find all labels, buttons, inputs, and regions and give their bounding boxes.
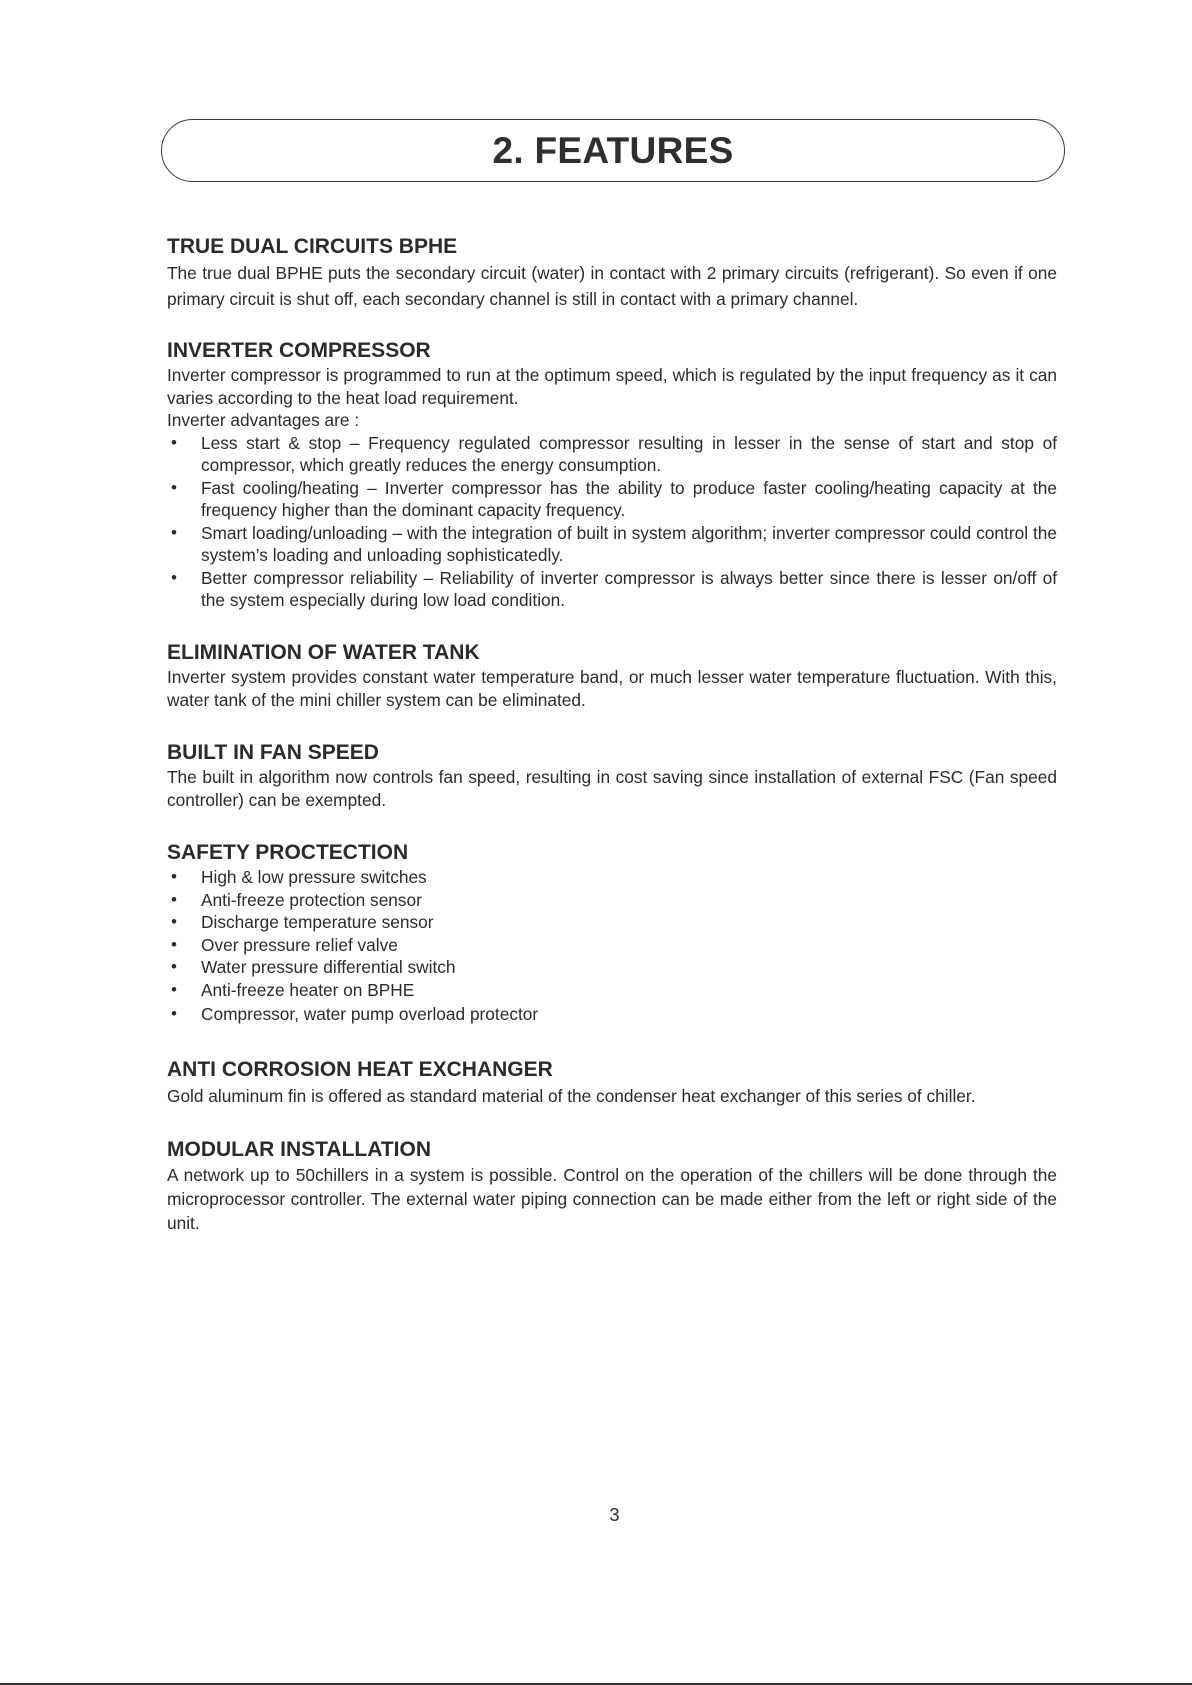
list-item [167,934,1057,957]
list-item-text: Fast cooling/heating – Inverter compressor has the ability to produce faster cooling/heating capacity at the frequency higher than the dominant capacity frequency. [201,477,1057,520]
list-item-text: Over pressure relief valve [201,934,398,955]
section-elimination-of-water-tank [167,641,1057,711]
section-heading: SAFETY PROCTECTION [167,841,409,864]
bullet-icon: • [171,912,177,931]
section-modular-installation [167,1138,1057,1235]
bullet-icon: • [171,867,177,886]
page-number: 3 [609,1505,620,1525]
bullet-icon: • [171,432,177,452]
bullet-icon: • [171,934,177,954]
section-heading: BUILT IN FAN SPEED [167,741,379,764]
safety-list [167,866,1057,1026]
list-item-text: High & low pressure switches [201,867,427,887]
list-item-text: Smart loading/unloading – with the integration of built in system algorithm; inverter compressor could control the system’s loading and unloading sophisticatedly. [201,522,1057,565]
bullet-icon: • [171,957,177,976]
list-item [167,1003,1057,1026]
section-intro: Inverter advantages are : [167,410,360,430]
section-body: The built in algorithm now controls fan speed, resulting in cost saving since installation of external FSC (Fan speed controller) can be exempted. [167,767,1057,810]
advantages-list [167,432,1057,612]
bullet-icon: • [171,522,177,542]
list-item-text: Water pressure differential switch [201,957,456,977]
list-item [167,477,1057,522]
list-item-text: Anti-freeze protection sensor [201,889,422,910]
section-heading: MODULAR INSTALLATION [167,1138,432,1161]
list-item-text: Anti-freeze heater on BPHE [201,979,415,1000]
list-item-text: Discharge temperature sensor [201,912,434,932]
section-heading: INVERTER COMPRESSOR [167,339,431,362]
list-item-text: Less start & stop – Frequency regulated compressor resulting in lesser in the sense of start and stop of compressor, which greatly reduces the energy consumption. [201,432,1057,475]
page-title-frame [161,119,1065,182]
section-heading: ELIMINATION OF WATER TANK [167,641,480,664]
section-body: Inverter system provides constant water temperature band, or much lesser water temperature fluctuation. With this, water tank of the mini chiller system can be eliminated. [167,667,1057,710]
list-item-text: Better compressor reliability – Reliability of inverter compressor is always better since there is lesser on/off of the system especially during low load condition. [201,567,1057,610]
section-body: Gold aluminum fin is offered as standard material of the condenser heat exchanger of this series of chiller. [167,1086,976,1106]
list-item [167,979,1057,1002]
bullet-icon: • [171,889,177,909]
bullet-icon: • [171,477,177,497]
list-item [167,956,1057,979]
list-item [167,866,1057,889]
list-item-text: Compressor, water pump overload protector [201,1004,539,1024]
list-item [167,432,1057,477]
section-body: The true dual BPHE puts the secondary circuit (water) in contact with 2 primary circuits (refrigerant). So even if one primary circuit is shut off, each secondary channel is still in contact with a primary channel. [167,263,1057,309]
section-heading: TRUE DUAL CIRCUITS BPHE [167,235,458,258]
section-inverter-compressor [167,339,1057,612]
bullet-icon: • [171,567,177,587]
list-item [167,889,1057,912]
bullet-icon: • [171,1004,177,1023]
section-built-in-fan-speed [167,741,1057,811]
page-title: 2. FEATURES [492,129,734,171]
section-body: Inverter compressor is programmed to run at the optimum speed, which is regulated by the input frequency as it can varies according to the heat load requirement. [167,365,1057,408]
section-heading: ANTI CORROSION HEAT EXCHANGER [167,1058,553,1081]
section-safety-protection [167,841,1057,1026]
section-anti-corrosion-heat-exchanger [167,1058,1057,1109]
bullet-icon: • [171,979,177,999]
list-item [167,911,1057,934]
section-body: A network up to 50chillers in a system is possible. Control on the operation of the chillers will be done through the microprocessor controller. The external water piping connection can be made either from the left or right side of the unit. [167,1165,1057,1233]
section-true-dual-circuits [167,235,1057,312]
list-item [167,522,1057,567]
list-item [167,567,1057,612]
